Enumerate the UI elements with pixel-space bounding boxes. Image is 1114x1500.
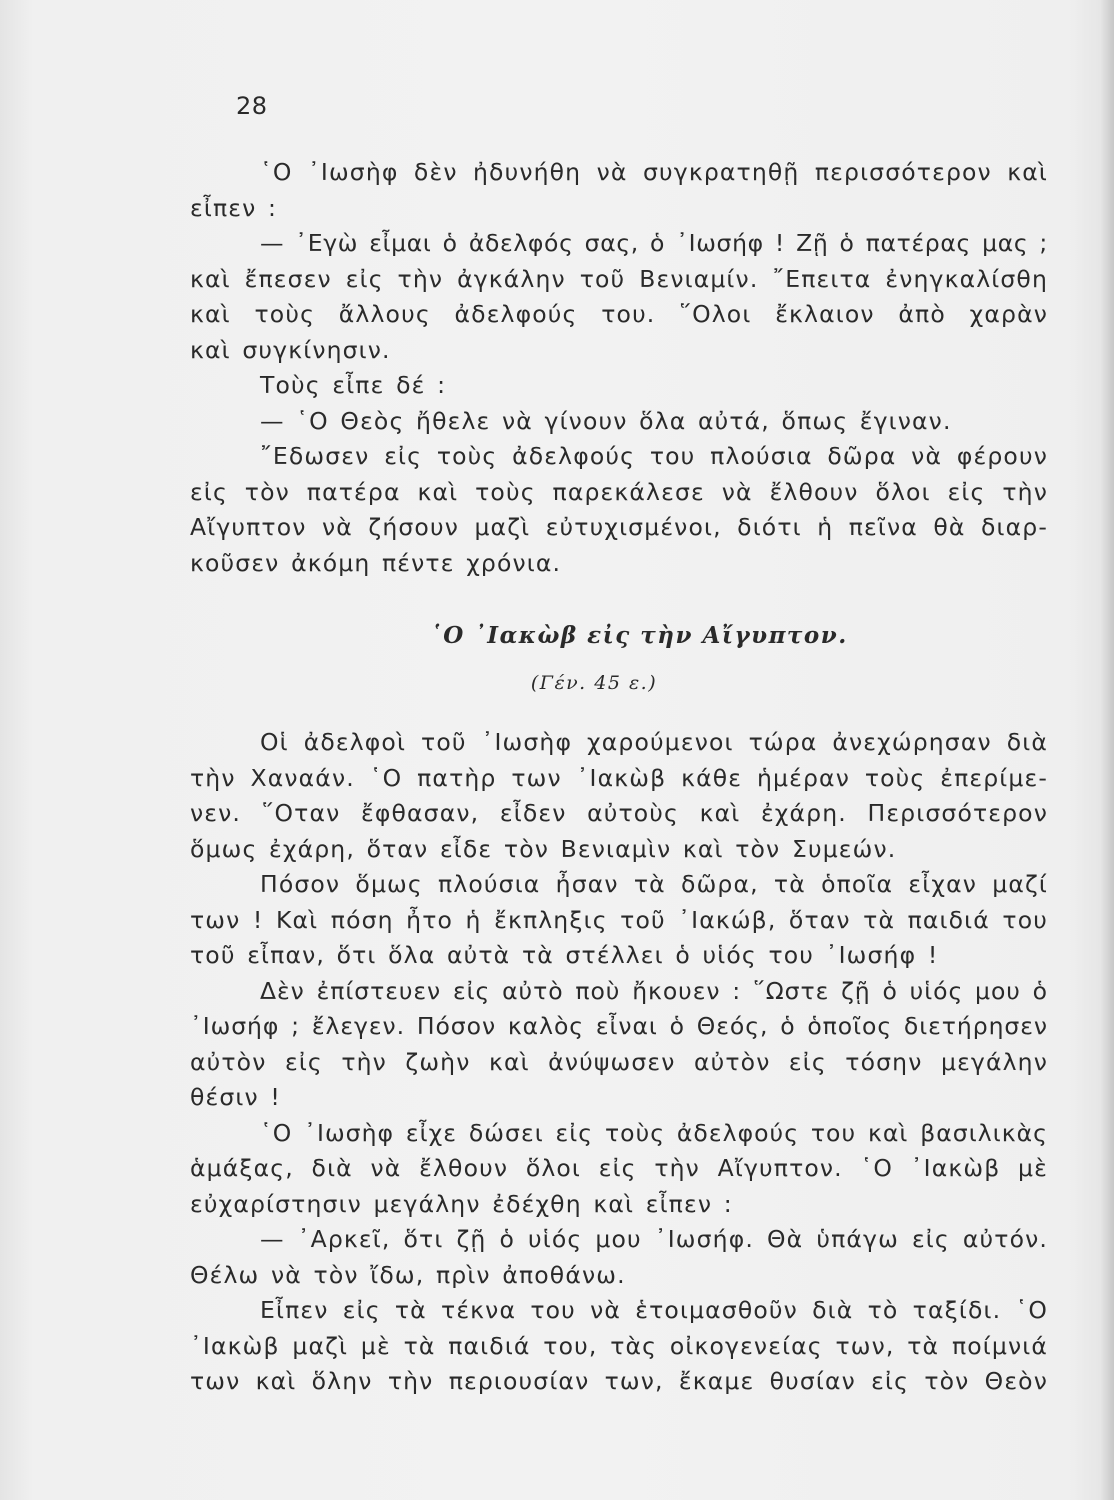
text-line: εἰς τὸν πατέρα καὶ τοὺς παρεκάλεσε νὰ ἔλθουν ὅλοι εἰς τὴν: [190, 477, 1048, 506]
text-line: αὐτὸν εἰς τὴν ζωὴν καὶ ἀνύψωσεν αὐτὸν εἰς τόσην μεγάλην: [190, 1047, 1048, 1076]
text-line: ῾Ο ᾿Ιωσὴφ δὲν ἠδυνήθη νὰ συγκρατηθῇ περισσότερον καὶ: [260, 158, 1048, 186]
heading-reference: (Γέν. 45 ε.): [530, 672, 658, 694]
text-line: Πόσον ὅμως πλούσια ἦσαν τὰ δῶρα, τὰ ὁποῖα εἶχαν μαζί: [260, 870, 1048, 898]
text-line: καὶ τοὺς ἄλλους ἀδελφούς του. ῞Ολοι ἔκλαιον ἀπὸ χαρὰν: [190, 300, 1048, 328]
text-line: καὶ συγκίνησιν.: [190, 335, 391, 364]
text-line: ῎Εδωσεν εἰς τοὺς ἀδελφούς του πλούσια δῶρα νὰ φέρουν: [260, 442, 1048, 470]
text-line: τοῦ εἶπαν, ὅτι ὅλα αὐτὰ τὰ στέλλει ὁ υἱός του ᾿Ιωσήφ !: [190, 941, 939, 969]
text-line: τὴν Χαναάν. ῾Ο πατὴρ των ᾿Ιακὼβ κάθε ἡμέραν τοὺς ἐπερίμε-: [190, 763, 1048, 792]
text-line: εἶπεν :: [190, 193, 278, 222]
text-line: νεν. ῞Οταν ἔφθασαν, εἶδεν αὐτοὺς καὶ ἐχάρη. Περισσότερον: [190, 799, 1048, 827]
text-line: — ῾Ο Θεὸς ἤθελε νὰ γίνουν ὅλα αὐτά, ὅπως ἔγιναν.: [260, 406, 952, 435]
text-line: θέσιν !: [190, 1083, 281, 1111]
text-line: καὶ ἔπεσεν εἰς τὴν ἀγκάλην τοῦ Βενιαμίν. ῎Επειτα ἐνηγκαλίσθη: [190, 264, 1048, 293]
page-number: 28: [236, 92, 268, 120]
page-edge-shadow: [1100, 0, 1114, 1500]
text-line: Εἶπεν εἰς τὰ τέκνα του νὰ ἑτοιμασθοῦν διὰ τὸ ταξίδι. ῾Ο: [260, 1296, 1048, 1324]
text-line: Τοὺς εἶπε δέ :: [260, 371, 447, 399]
text-line: Οἱ ἀδελφοὶ τοῦ ᾿Ιωσὴφ χαρούμενοι τώρα ἀνεχώρησαν διὰ: [260, 728, 1048, 756]
text-line: ἁμάξας, διὰ νὰ ἔλθουν ὅλοι εἰς τὴν Αἴγυπτον. ῾Ο ᾿Ιακὼβ μὲ: [190, 1154, 1048, 1182]
text-line: ὅμως ἐχάρη, ὅταν εἶδε τὸν Βενιαμὶν καὶ τὸν Συμεών.: [190, 834, 897, 863]
text-line: ῾Ο ᾿Ιωσὴφ εἶχε δώσει εἰς τοὺς ἀδελφούς του καὶ βασιλικὰς: [260, 1118, 1048, 1147]
text-line: Θέλω νὰ τὸν ἴδω, πρὶν ἀποθάνω.: [190, 1260, 626, 1289]
text-line: εὐχαρίστησιν μεγάλην ἐδέχθη καὶ εἶπεν :: [190, 1189, 733, 1218]
text-line: ᾿Ιωσήφ ; ἔλεγεν. Πόσον καλὸς εἶναι ὁ Θεός, ὁ ὁποῖος διετήρησεν: [190, 1012, 1048, 1040]
heading-title: ῾Ο ᾿Ιακὼβ εἰς τὴν Αἴγυπτον.: [430, 622, 848, 649]
text-line: Αἴγυπτον νὰ ζήσουν μαζὶ εὐτυχισμένοι, διότι ἡ πεῖνα θὰ διαρ-: [190, 513, 1048, 541]
text-line: — ᾿Εγὼ εἶμαι ὁ ἀδελφός σας, ὁ ᾿Ιωσήφ ! Ζῇ ὁ πατέρας μας ;: [260, 229, 1048, 257]
text-line: ᾿Ιακὼβ μαζὶ μὲ τὰ παιδιά του, τὰς οἰκογενείας των, τὰ ποίμνιά: [190, 1331, 1048, 1360]
section-jacob-in-egypt: [190, 725, 1048, 1400]
section-joseph-reveals: [190, 155, 1048, 581]
section-heading: [190, 618, 1048, 700]
text-line: — ᾿Αρκεῖ, ὅτι ζῇ ὁ υἱός μου ᾿Ιωσήφ. Θὰ ὑπάγω εἰς αὐτόν.: [260, 1225, 1048, 1253]
text-line: κοῦσεν ἀκόμη πέντε χρόνια.: [190, 548, 562, 577]
text-line: των ! Καὶ πόση ἦτο ἡ ἔκπληξις τοῦ ᾿Ιακώβ, ὅταν τὰ παιδιά του: [190, 905, 1048, 934]
text-line: Δὲν ἐπίστευεν εἰς αὐτὸ ποὺ ἤκουεν : ῞Ωστε ζῇ ὁ υἱός μου ὁ: [260, 976, 1048, 1005]
text-line: των καὶ ὅλην τὴν περιουσίαν των, ἔκαμε θυσίαν εἰς τὸν Θεὸν: [190, 1367, 1048, 1395]
